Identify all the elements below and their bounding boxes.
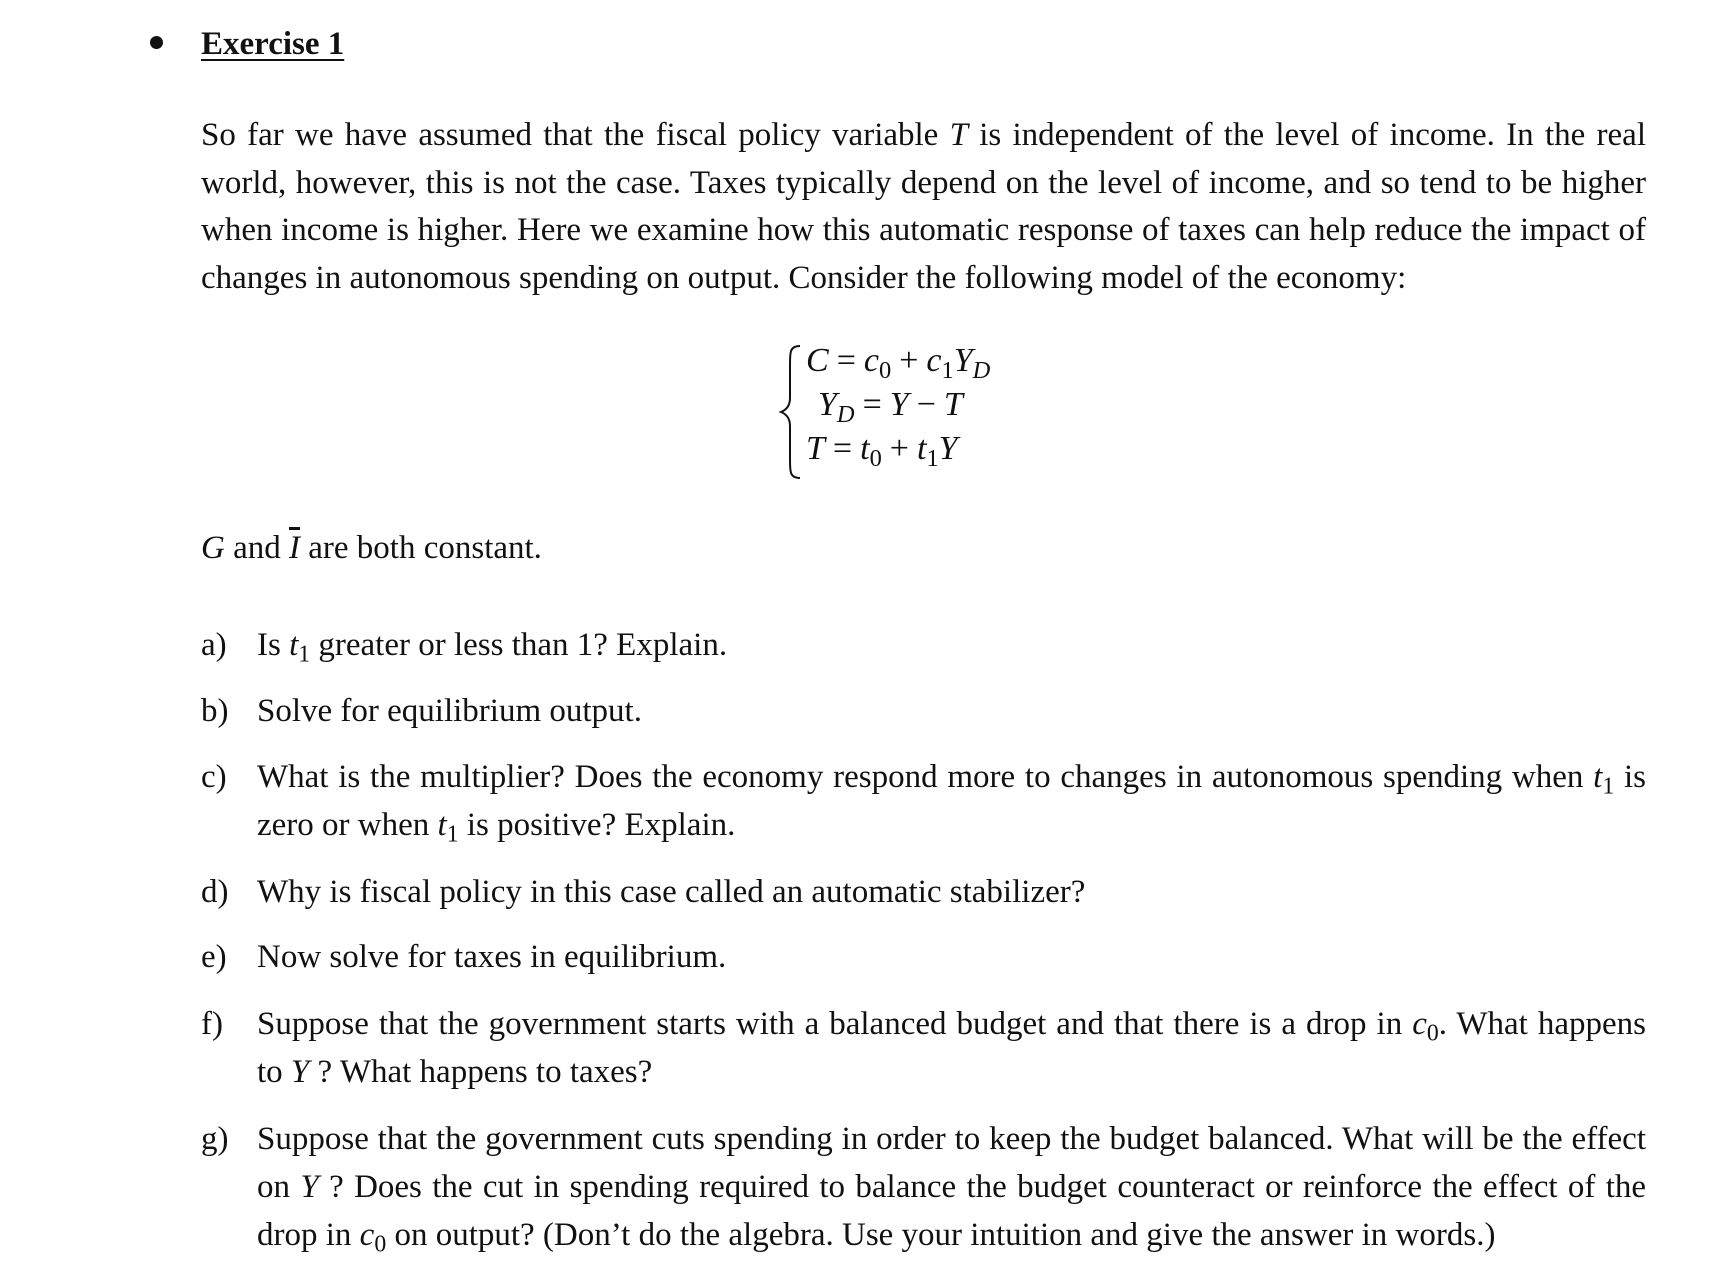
exercise-title: Exercise 1 [201,26,345,62]
equation-system [778,342,1018,482]
equation-taxes: $T = t_0 + t_1Y$ [806,430,958,472]
intro-paragraph [201,112,1646,302]
intro-text-2: is independent of the level of income. In the real world, however, this is not the case. Taxes typically depend on the level of income, and so tend to be higher when income is higher. Here we examine how this automatic response of taxes can help reduce the impact of changes in autonomous spending on output. Consider the following model of the economy: [201,117,1646,296]
question-g: g) Suppose that the government cuts spending in order to keep the budget balanced. What will be the effect on Y ? Does the cut in spending required to balance the budget counteract or reinforce the effect of the drop in $c_0$ on output? (Don’t do the algebra. Use your intuition and give the answer in words.) [201,1121,1647,1258]
question-e: e) Now solve for taxes in equilibrium. [201,939,727,975]
question-f: f) Suppose that the government starts with a balanced budget and that there is a drop in $c_0$. What happens to Y ? What happens to taxes? [201,1006,1646,1090]
question-a: a) Is $t_1$ greater or less than 1? Explain. [201,627,728,668]
var-T: T [949,117,968,153]
question-b: b) Solve for equilibrium output. [201,693,642,729]
list-bullet [150,36,163,49]
equation-consumption: $C = c_0 + c_1Y_D$ [806,342,991,384]
question-d: d) Why is fiscal policy in this case called an automatic stabilizer? [201,874,1086,910]
equation-disposable-income: $Y_D = Y - T$ [818,386,963,428]
question-c: c) What is the multiplier? Does the economy respond more to changes in autonomous spending when $t_1$ is zero or when $t_1$ is positive? Explain. [201,759,1647,848]
left-brace [778,342,808,482]
constants-note: G and $\overline{I}$ are both constant. [201,530,542,566]
intro-text-1: So far we have assumed that the fiscal policy variable [201,117,950,153]
